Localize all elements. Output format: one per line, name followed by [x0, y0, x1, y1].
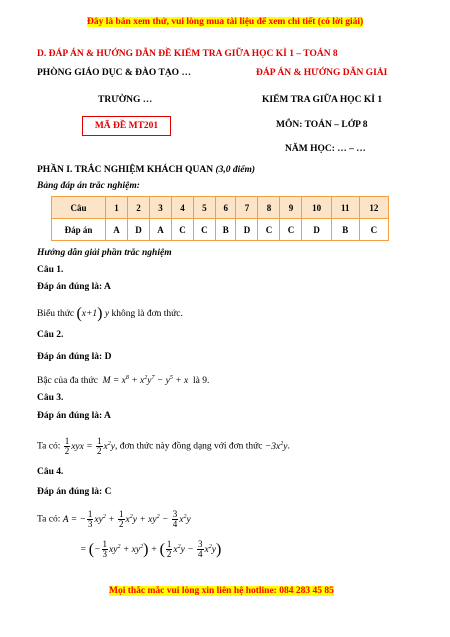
- q2-text-after: là 9.: [193, 376, 210, 386]
- exam-code-box: MÃ ĐỀ MT201: [82, 116, 171, 136]
- part1-title: PHẦN I. TRẮC NGHIỆM KHÁCH QUAN: [37, 165, 214, 175]
- question-cell: 1: [106, 197, 128, 219]
- department-label: PHÒNG GIÁO DỤC & ĐÀO TẠO …: [37, 68, 191, 78]
- section-title: D. ĐÁP ÁN & HƯỚNG DẪN ĐỀ KIỂM TRA GIỮA HỌC KÌ 1 – TOÁN 8: [37, 49, 338, 59]
- answer-table-answer-row: [52, 219, 389, 241]
- question-cell: 3: [149, 197, 171, 219]
- table-caption: Bảng đáp án trắc nghiệm:: [37, 181, 140, 191]
- question-cell: 8: [258, 197, 280, 219]
- top-banner: Đây là bản xem thử, vui lòng mua tài liệu để xem chi tiết (có lời giải): [87, 17, 364, 27]
- answer-cell: C: [359, 219, 388, 241]
- question-cell: 10: [302, 197, 331, 219]
- q4-explanation-line1: [37, 510, 191, 529]
- answer-cell: C: [193, 219, 215, 241]
- answer-cell: B: [331, 219, 359, 241]
- question-cell: 2: [127, 197, 149, 219]
- answer-cell: A: [149, 219, 171, 241]
- q1-label: Câu 1.: [37, 265, 64, 275]
- answer-cell: C: [171, 219, 193, 241]
- question-cell: 7: [236, 197, 258, 219]
- answer-cell: B: [215, 219, 236, 241]
- q4-label: Câu 4.: [37, 467, 64, 477]
- q4-text-before: Ta có:: [37, 514, 61, 525]
- part1-points: (3,0 điểm): [215, 165, 256, 175]
- answer-table-question-row: [52, 197, 389, 219]
- q3-answer: Đáp án đúng là: A: [37, 411, 111, 421]
- q4-expression: A = − $\frac{1}{3}$ $xy^2$ + $\frac{1}{2}$ $x^2y + xy^2$ − $\frac{3}{4}$ $x^2y$: [62, 509, 191, 529]
- q1-expression: (x+1) y: [76, 305, 110, 322]
- answer-title: ĐÁP ÁN & HƯỚNG DẪN GIẢI: [256, 68, 388, 78]
- school-label: TRƯỜNG …: [98, 95, 153, 105]
- q3-label: Câu 3.: [37, 393, 64, 403]
- q2-text-before: Bậc của đa thức: [37, 376, 98, 386]
- answer-cell: D: [302, 219, 331, 241]
- part1-heading: [37, 165, 255, 175]
- q1-answer: Đáp án đúng là: A: [37, 282, 111, 292]
- q2-label: Câu 2.: [37, 330, 64, 340]
- answer-cell: D: [236, 219, 258, 241]
- q1-text-before: Biểu thức: [37, 309, 75, 320]
- answer-cell: C: [280, 219, 302, 241]
- answer-table: [51, 196, 389, 241]
- answer-cell: C: [258, 219, 280, 241]
- q1-text-after: không là đơn thức.: [111, 309, 183, 320]
- q4-explanation-line2: [80, 540, 221, 559]
- exam-title: KIỂM TRA GIỮA HỌC KÌ 1: [262, 95, 383, 105]
- q3-text-before: Ta có:: [37, 441, 61, 452]
- q2-expression: $M = x^8 + x^2y^7 - y^5 + x$: [100, 375, 191, 386]
- answer-cell: A: [106, 219, 128, 241]
- q4-answer: Đáp án đúng là: C: [37, 487, 112, 497]
- q2-explanation: [37, 375, 209, 386]
- guide-title: Hướng dẫn giải phần trắc nghiệm: [37, 248, 172, 258]
- q3-text-mid: , đơn thức này đồng dạng với đơn thức: [114, 441, 263, 452]
- q1-explanation: [37, 305, 183, 323]
- question-cell: 5: [193, 197, 215, 219]
- question-cell: 4: [171, 197, 193, 219]
- question-cell: 12: [359, 197, 388, 219]
- bottom-banner: Mọi thắc mắc vui lòng xin liên hệ hotline: 084 283 45 85: [109, 586, 334, 596]
- q4-grouped-expression: = (− $\frac{1}{3}$ $xy^2 + xy^2$) + ( $\frac{1}{2}$ $x^2y$ − $\frac{3}{4}$ $x^2y$): [80, 539, 222, 559]
- question-cell: 9: [280, 197, 302, 219]
- school-year-label: NĂM HỌC: … – …: [285, 144, 366, 154]
- subject-label: MÔN: TOÁN – LỚP 8: [276, 120, 368, 130]
- question-cell: 11: [331, 197, 359, 219]
- q3-expression: $\frac{1}{2}$ xyx = $\frac{1}{2}$ $x^2y$: [64, 436, 115, 456]
- q3-similar-monomial: $-3x^2y$: [264, 440, 288, 452]
- answer-cell: D: [127, 219, 149, 241]
- question-cell: 6: [215, 197, 236, 219]
- question-header-cell: Câu: [52, 197, 106, 219]
- answer-header-cell: Đáp án: [52, 219, 106, 241]
- q3-explanation: Ta có: $\frac{1}{2}$ xyx = $\frac{1}{2}$ $x^2y$, đơn thức này đồng dạng với đơn thức $-3x^2y$.: [37, 436, 290, 456]
- q2-answer: Đáp án đúng là: D: [37, 352, 112, 362]
